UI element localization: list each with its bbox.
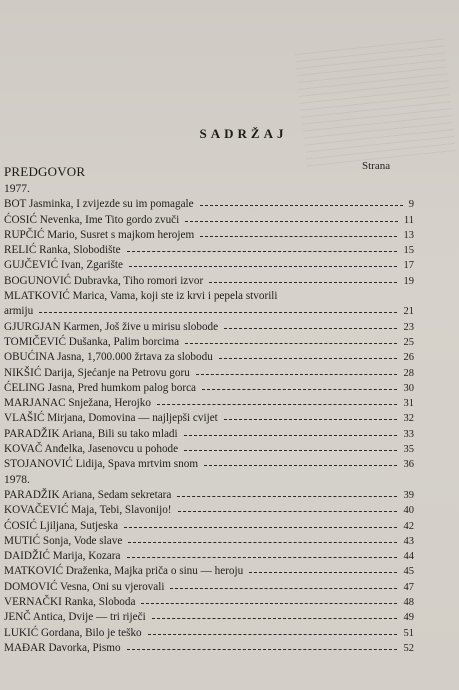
entry-page-number: 31: [403, 398, 414, 410]
toc-entry: [4, 610, 412, 625]
entry-title: VERNAČKI Ranka, Sloboda: [4, 596, 136, 609]
toc-entry: [4, 350, 412, 365]
leader-dashes: [196, 374, 397, 376]
leader-dashes: [204, 465, 397, 467]
toc-entry: [4, 488, 412, 503]
page-title: SADRŽAJ: [199, 126, 288, 141]
entry-page-number: 36: [403, 459, 414, 471]
leader-dashes: [219, 358, 397, 360]
toc-entry: [4, 381, 412, 396]
leader-dashes: [148, 634, 397, 636]
entry-page-number: 19: [403, 275, 414, 287]
entry-title: RUPČIĆ Mario, Susret s majkom herojem: [4, 228, 195, 241]
toc-entry: [4, 335, 412, 350]
toc-entry: [4, 304, 412, 319]
entry-title: DAIDŽIĆ Marija, Kozara: [4, 550, 121, 563]
entry-title: GJURGJAN Karmen, Još žive u mirisu slobode: [4, 320, 219, 333]
entry-page-number: 42: [403, 520, 414, 532]
entry-title: TOMIČEVIĆ Dušanka, Palim borcima: [4, 335, 180, 348]
toc-entry: [4, 243, 412, 258]
entry-page-number: 47: [403, 581, 414, 593]
toc-entry: [4, 595, 412, 610]
entry-page-number: 26: [403, 352, 414, 364]
entry-title: NIKŠIĆ Darija, Sjećanje na Petrovu goru: [4, 366, 190, 379]
entry-page-number: 48: [403, 597, 414, 609]
leader-dashes: [184, 435, 397, 437]
leader-dashes: [141, 603, 397, 605]
leader-dashes: [224, 328, 397, 330]
leader-dashes: [127, 649, 397, 651]
leader-dashes: [177, 496, 397, 498]
entry-page-number: 32: [403, 413, 414, 425]
entry-page-number: 9: [408, 199, 414, 211]
leader-dashes: [185, 221, 398, 223]
entry-page-number: 45: [403, 566, 414, 578]
toc-entry: [4, 320, 412, 335]
leader-dashes: [128, 542, 397, 544]
entry-title: OBUĆINA Jasna, 1,700.000 žrtava za slobodu: [4, 351, 213, 364]
toc-entry: [4, 641, 412, 656]
entry-page-number: 13: [403, 229, 414, 241]
toc-entry: [4, 258, 412, 273]
entry-page-number: 52: [403, 642, 414, 654]
leader-dashes: [127, 557, 397, 559]
toc-entry: [4, 580, 412, 595]
entry-title: GUJČEVIĆ Ivan, Zgarište: [4, 259, 123, 272]
entry-title: LUKIĆ Gordana, Bilo je teško: [4, 626, 142, 639]
toc-entry: [4, 411, 412, 426]
entry-title: DOMOVIĆ Vesna, Oni su vjerovali: [4, 580, 165, 593]
toc-entry: [4, 213, 412, 228]
entry-title: BOGUNOVIĆ Dubravka, Tiho romori izvor: [4, 274, 204, 287]
entry-title: ĆELING Jasna, Pred humkom palog borca: [4, 381, 197, 394]
column-label-strana: Strana: [362, 160, 391, 172]
entry-page-number: 11: [403, 214, 414, 226]
entry-title: ĆOSIĆ Nevenka, Ime Tito gordo zvuči: [4, 213, 180, 226]
year-label: 1977.: [4, 183, 30, 195]
entry-page-number: 49: [403, 612, 414, 624]
entry-page-number: 17: [403, 260, 414, 272]
leader-dashes: [209, 282, 397, 284]
entry-title: armiju: [4, 305, 34, 318]
entry-page-number: 15: [403, 245, 414, 257]
year-heading: [4, 182, 412, 197]
toc-entry: [4, 427, 412, 442]
entry-page-number: 40: [403, 505, 414, 517]
leader-dashes: [127, 251, 397, 253]
table-of-contents: [4, 182, 412, 656]
entry-title: BOT Jasminka, I zvijezde su im pomagale: [4, 198, 194, 211]
toc-entry: [4, 564, 412, 579]
leader-dashes: [170, 588, 397, 590]
entry-title: MLATKOVIĆ Marica, Vama, koji ste iz krvi i pepela stvorili: [4, 290, 278, 303]
leader-dashes: [124, 527, 397, 529]
toc-entry: [4, 503, 412, 518]
entry-page-number: 39: [403, 489, 414, 501]
leader-dashes: [202, 389, 397, 391]
leader-dashes: [157, 404, 397, 406]
entry-page-number: 33: [403, 428, 414, 440]
entry-title: MARJANAC Snježana, Herojko: [4, 397, 151, 410]
entry-page-number: 51: [403, 627, 414, 639]
leader-dashes: [185, 343, 397, 345]
leader-dashes: [129, 266, 397, 268]
toc-entry: [4, 442, 412, 457]
year-label: 1978.: [4, 473, 30, 486]
toc-entry: [4, 534, 412, 549]
entry-title: STOJANOVIĆ Lidija, Spava mrtvim snom: [4, 458, 199, 471]
entry-page-number: 21: [403, 306, 414, 318]
leader-dashes: [152, 618, 397, 620]
entry-page-number: 25: [403, 336, 414, 348]
toc-entry: [4, 519, 412, 534]
toc-entry: [4, 289, 412, 304]
entry-title: KOVAČEVIĆ Maja, Tebi, Slavonijo!: [4, 504, 172, 517]
entry-title: MUTIĆ Sonja, Vode slave: [4, 534, 123, 547]
toc-entry: [4, 457, 412, 472]
entry-title: KOVAČ Anđelka, Jasenovcu u pohode: [4, 443, 179, 456]
entry-page-number: 28: [403, 367, 414, 379]
toc-entry: [4, 366, 412, 381]
bleed-through-text: [294, 32, 456, 167]
toc-entry: [4, 626, 412, 641]
leader-dashes: [184, 450, 397, 452]
entry-page-number: 23: [403, 321, 414, 333]
entry-page-number: 30: [403, 382, 414, 394]
entry-page-number: 35: [403, 444, 414, 456]
entry-title: VLAŠIĆ Mirjana, Domovina — najljepši cvijet: [4, 412, 218, 425]
entry-title: RELIĆ Ranka, Slobodište: [4, 244, 121, 257]
entry-title: PARADŽIK Ariana, Bili su tako mladi: [4, 427, 178, 440]
leader-dashes: [249, 572, 397, 574]
leader-dashes: [39, 312, 397, 314]
entry-title: JENČ Antica, Dvije — tri riječi: [4, 611, 146, 624]
toc-entry: [4, 228, 412, 243]
entry-title: PARADŽIK Ariana, Sedam sekretara: [4, 488, 172, 501]
entry-title: ĆOSIĆ Ljiljana, Sutjeska: [4, 519, 119, 532]
leader-dashes: [224, 419, 397, 421]
toc-entry: [4, 197, 412, 212]
leader-dashes: [200, 205, 403, 207]
leader-dashes: [178, 511, 397, 513]
preface-heading: PREDGOVOR: [4, 164, 86, 179]
entry-title: MATKOVIĆ Draženka, Majka priča o sinu — heroju: [4, 565, 244, 578]
toc-entry: [4, 396, 412, 411]
entry-page-number: 44: [403, 551, 414, 563]
toc-entry: [4, 274, 412, 289]
entry-title: MAĐAR Davorka, Pismo: [4, 641, 121, 654]
toc-entry: [4, 549, 412, 564]
leader-dashes: [200, 236, 397, 238]
entry-page-number: 43: [403, 535, 414, 547]
year-heading: [4, 473, 412, 488]
